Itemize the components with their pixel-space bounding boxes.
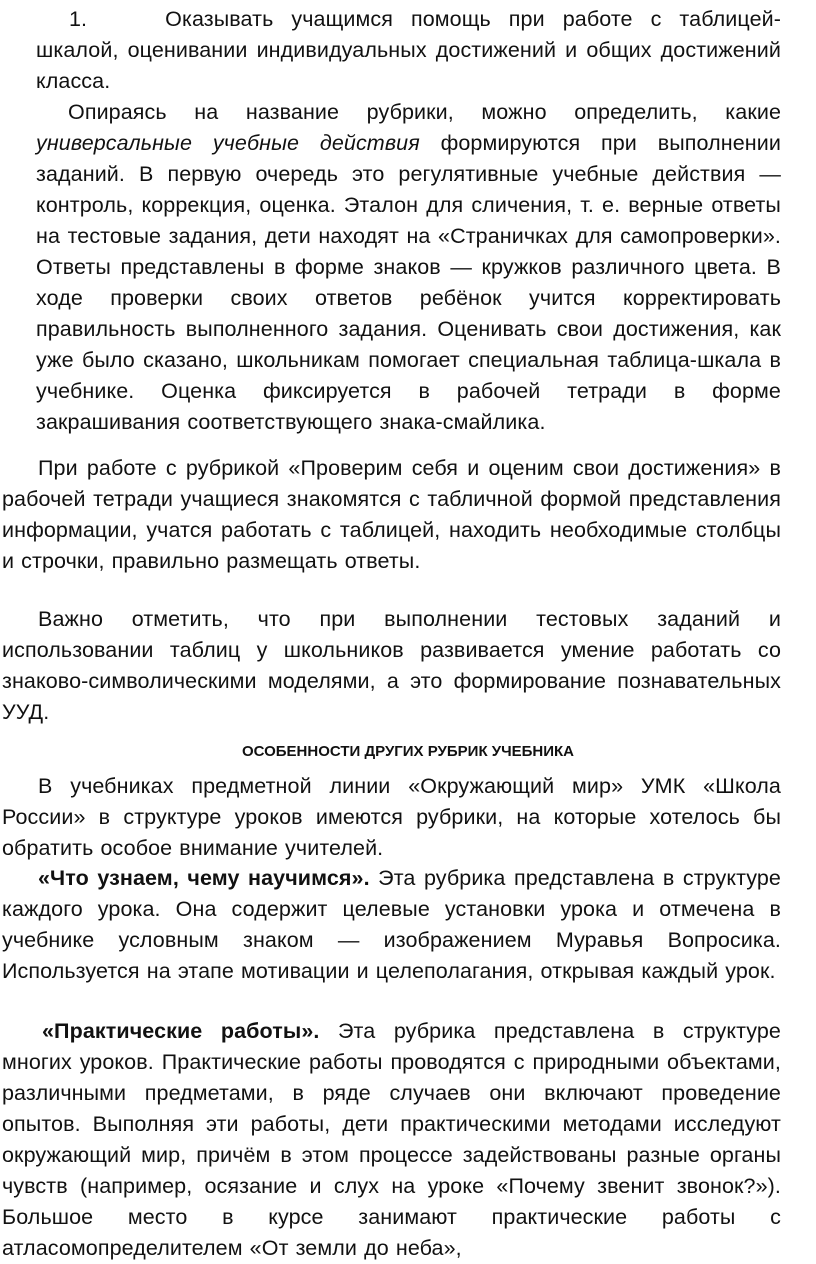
paragraph-learn bbox=[2, 863, 781, 987]
paragraph-practice bbox=[2, 1016, 781, 1264]
item-text: Оказывать учащимся помощь при работе с таблицей-шкалой, оценивании индивидуальных достижений и общих достижений класса. bbox=[36, 7, 781, 93]
paragraph-learn-bold: «Что узнаем, чему научимся». bbox=[38, 866, 370, 890]
paragraph-practice-rest: Эта рубрика представлена в структуре многих уроков. Практические работы проводятся с природными объектами, различными предметами, в ряде случаев они включают проведение опытов. Выполняя эти работы, дети практическими методами исследуют окружающий мир, причём в этом процессе задействованы разные органы чувств (например, осязание и слух на уроке «Почему звенит звонок?»). Большое место в курсе занимают практические работы с атласомопределителем «От земли до неба», bbox=[2, 1019, 781, 1260]
paragraph-rubric bbox=[36, 97, 781, 438]
section-heading: ОСОБЕННОСТИ ДРУГИХ РУБРИК УЧЕБНИКА bbox=[241, 743, 575, 760]
paragraph-important: Важно отметить, что при выполнении тестовых заданий и использовании таблиц у школьников развивается умение работать со знаково-символическими моделями, а это формирование познавательных УУД. bbox=[2, 607, 781, 724]
paragraph-rubric-rest: формируются при выполнении заданий. В первую очередь это регулятивные учебные действия — контроль, коррекция, оценка. Эталон для сличения, т. е. верные ответы на тестовые задания, дети находят на «Страничках для самопроверки». Ответы представлены в форме знаков — кружков различного цвета. В ходе проверки своих ответов ребёнок учится корректировать правильность выполненного задания. Оценивать свои достижения, как уже было сказано, школьникам помогает специальная таблица-шкала в учебнике. Оценка фиксируется в рабочей тетради в форме закрашивания соответствующего знака-смайлика. bbox=[36, 131, 781, 434]
numbered-item-1 bbox=[36, 4, 781, 97]
paragraph-rubric-lead: Опираясь на название рубрики, можно определить, какие bbox=[68, 100, 781, 124]
paragraph-learn-rest: Эта рубрика представлена в структуре каждого урока. Она содержит целевые установки урока и отмечена в учебнике условным знаком — изображением Муравья Вопросика. Используется на этапе мотивации и целеполагания, открывая каждый урок. bbox=[2, 866, 781, 983]
paragraph-practice-bold: «Практические работы». bbox=[42, 1019, 320, 1043]
paragraph-intro: В учебниках предметной линии «Окружающий мир» УМК «Школа России» в структуре уроков имеются рубрики, на которые хотелось бы обратить особое внимание учителей. bbox=[2, 774, 781, 860]
paragraph-rubric-italic: универсальные учебные действия bbox=[36, 131, 420, 155]
item-number: 1. bbox=[69, 7, 88, 31]
paragraph-check: При работе с рубрикой «Проверим себя и оценим свои достижения» в рабочей тетради учащиеся знакомятся с табличной формой представления информации, учатся работать с таблицей, находить необходимые столбцы и строчки, правильно размещать ответы. bbox=[2, 456, 781, 573]
